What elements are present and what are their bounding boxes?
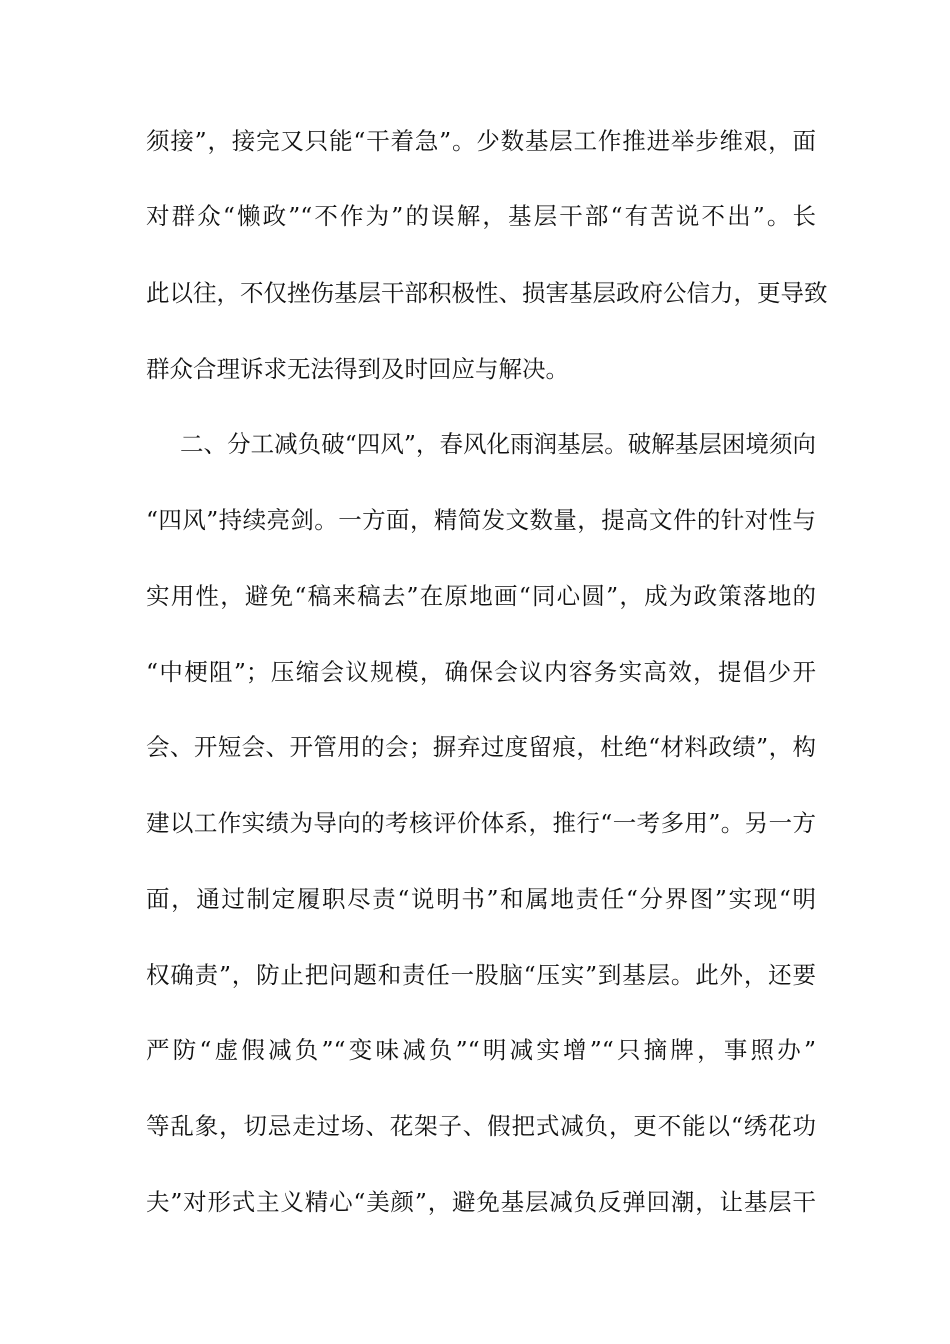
- text-line: 权确责”，防止把问题和责任一股脑“压实”到基层。此外，还要: [146, 961, 816, 989]
- text-line: 须接”，接完又只能“干着急”。少数基层工作推进举步维艰，面: [146, 127, 816, 155]
- text-line: 群众合理诉求无法得到及时回应与解决。: [146, 355, 569, 383]
- text-line: 夫”对形式主义精心“美颜”，避免基层减负反弹回潮，让基层干: [146, 1188, 816, 1216]
- text-line: 此以往，不仅挫伤基层干部积极性、损害基层政府公信力，更导致: [146, 279, 828, 307]
- text-line: 等乱象，切忌走过场、花架子、假把式减负，更不能以“绣花功: [146, 1112, 816, 1140]
- text-line: “四风”持续亮剑。一方面，精简发文数量，提高文件的针对性与: [146, 506, 816, 534]
- text-line: 会、开短会、开管用的会；摒弃过度留痕，杜绝“材料政绩”，构: [146, 733, 816, 761]
- paragraph-heading-line: 二、分工减负破“四风”，春风化雨润基层。破解基层困境须向: [180, 430, 816, 458]
- text-line: 面，通过制定履职尽责“说明书”和属地责任“分界图”实现“明: [146, 885, 816, 913]
- text-line: 严防“虚假减负”“变味减负”“明减实增”“只摘牌，事照办”: [146, 1036, 816, 1064]
- text-line: 对群众“懒政”“不作为”的误解，基层干部“有苦说不出”。长: [146, 202, 816, 230]
- text-line: “中梗阻”；压缩会议规模，确保会议内容务实高效，提倡少开: [146, 658, 816, 686]
- text-line: 建以工作实绩为导向的考核评价体系，推行“一考多用”。另一方: [146, 809, 816, 837]
- text-line: 实用性，避免“稿来稿去”在原地画“同心圆”，成为政策落地的: [146, 582, 816, 610]
